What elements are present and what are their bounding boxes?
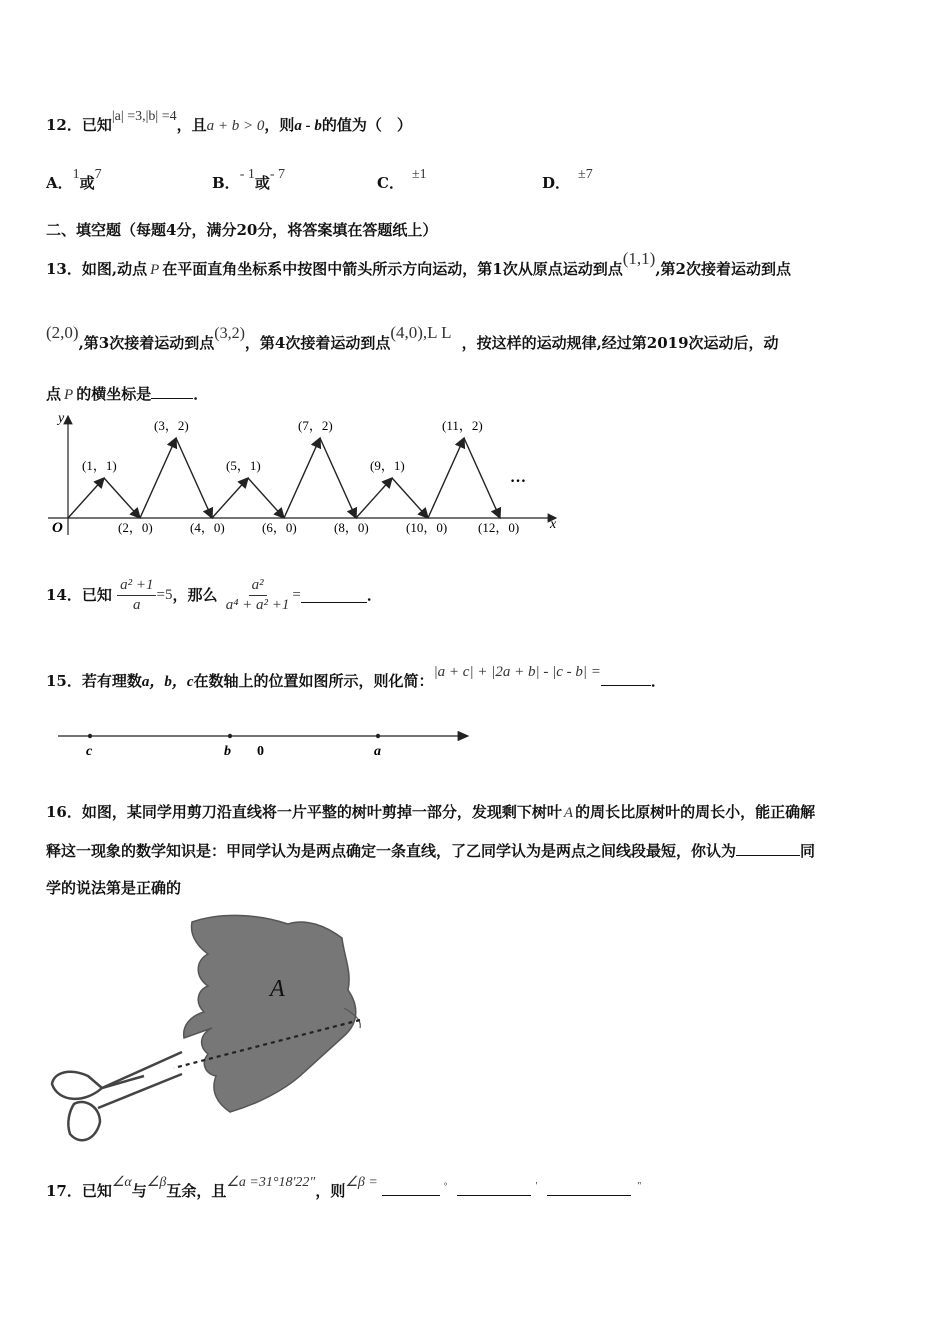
zigzag-segment bbox=[356, 478, 392, 518]
q13-zigzag-graph bbox=[44, 410, 564, 540]
q16-line1: 16．如图，某同学用剪刀沿直线将一片平整的树叶剪掉一部分，发现剩下树叶 A 的周长比原树叶的周长小，能正确解 bbox=[46, 803, 816, 821]
q17-seconds-blank[interactable] bbox=[547, 1181, 631, 1196]
q16-leaf-scissors-figure bbox=[44, 908, 374, 1148]
ellipsis: … bbox=[510, 469, 526, 486]
q16-answer-blank[interactable] bbox=[736, 841, 800, 856]
q14-answer-blank[interactable] bbox=[301, 588, 367, 603]
leaf-label: A bbox=[270, 976, 285, 1002]
q15-expression: |a + c| + |2a + b| - |c - b| = bbox=[433, 664, 601, 680]
zigzag-segment bbox=[428, 438, 464, 518]
point-b: b bbox=[224, 744, 231, 759]
q13-line2: (2,0),第3次接着运动到点(3,2)，第4次接着运动到点(4,0),L L，按这样的运动规律,经过第2019次运动后，动 bbox=[46, 323, 779, 352]
q17-degrees-blank[interactable] bbox=[382, 1181, 440, 1196]
q12-option-d: D． ±7 bbox=[542, 167, 593, 192]
scissors-icon bbox=[52, 1052, 182, 1140]
zigzag-segment bbox=[176, 438, 212, 518]
peak-label: (7，2) bbox=[298, 418, 333, 433]
peak-label: (5，1) bbox=[226, 458, 261, 473]
axis-point-label: (2，0) bbox=[118, 520, 153, 535]
zigzag-segment bbox=[464, 438, 500, 518]
q12-sum-condition: a + b > 0 bbox=[206, 118, 265, 134]
point-a: a bbox=[374, 744, 381, 759]
y-axis-label: y bbox=[58, 411, 65, 426]
zigzag-segment bbox=[104, 478, 140, 518]
section-heading-fill-in: 二、填空题（每题4分，满分20分，将答案填在答题纸上） bbox=[46, 221, 438, 239]
origin-label: O bbox=[52, 520, 63, 536]
peak-label: (9，1) bbox=[370, 458, 405, 473]
q14-fraction-given: $\frac{\text{a² +1}}{a}$ bbox=[117, 578, 156, 613]
point-zero: 0 bbox=[257, 744, 264, 759]
q12-stem: 12．已知|a| =3,|b| =4，且a + b > 0，则a - b的值为（ ） bbox=[46, 109, 412, 134]
q12-abs-condition: |a| =3,|b| =4 bbox=[111, 109, 177, 124]
q16-line3: 学的说法第是正确的 bbox=[46, 879, 182, 897]
leaf-shape bbox=[184, 915, 356, 1112]
zigzag-segment bbox=[392, 478, 428, 518]
zigzag-segment bbox=[212, 478, 248, 518]
zigzag-segment bbox=[140, 438, 176, 518]
peak-label: (3，2) bbox=[154, 418, 189, 433]
q13-answer-blank[interactable] bbox=[151, 384, 193, 399]
axis-point-label: (10，0) bbox=[406, 520, 448, 535]
q15-number-line bbox=[52, 722, 482, 762]
zigzag-segment bbox=[68, 478, 104, 518]
q15-answer-blank[interactable] bbox=[601, 671, 651, 686]
peak-label: (1，1) bbox=[82, 458, 117, 473]
zigzag-segment bbox=[320, 438, 356, 518]
q15-stem: 15．若有理数a，b，c在数轴上的位置如图所示，则化简：|a + c| + |2a + b| - |c - b| = ． bbox=[46, 664, 666, 690]
q13-line1: 13．如图,动点 P 在平面直角坐标系中按图中箭头所示方向运动，第1次从原点运动到点(1,1),第2次接着运动到点 bbox=[46, 249, 791, 278]
q13-line3: 点 P 的横坐标是 ． bbox=[46, 385, 209, 403]
q12-option-c: C． ±1 bbox=[377, 167, 427, 192]
x-axis-label: x bbox=[550, 517, 557, 532]
axis-point-label: (6，0) bbox=[262, 520, 297, 535]
q12-option-b: B．- 1或- 7 bbox=[212, 167, 286, 192]
q17-minutes-blank[interactable] bbox=[457, 1181, 531, 1196]
q14-stem: 14．已知 $\frac{\text{a² +1}}{a}$ =5，那么 $\frac{\text{a²}}{\text{a⁴ + a² +1}}$ = ． bbox=[46, 577, 382, 613]
point-c: c bbox=[86, 744, 93, 759]
zigzag-path bbox=[68, 438, 500, 518]
peak-label: (11，2) bbox=[442, 418, 483, 433]
q14-fraction-target: $\frac{\text{a²}}{\text{a⁴ + a² +1}}$ bbox=[225, 577, 290, 613]
zigzag-segment bbox=[284, 438, 320, 518]
axis-point-label: (12，0) bbox=[478, 520, 520, 535]
q16-line2: 释这一现象的数学知识是：甲同学认为是两点确定一条直线，了乙同学认为是两点之间线段最短，你认为 同 bbox=[46, 842, 816, 860]
axis-point-label: (4，0) bbox=[190, 520, 225, 535]
q17-stem: 17．已知∠α与∠β互余，且∠a =31°18'22"，则∠β = ° ' " bbox=[46, 1175, 642, 1200]
zigzag-segment bbox=[248, 478, 284, 518]
q12-option-a: A．1或7 bbox=[46, 167, 102, 192]
axis-point-label: (8，0) bbox=[334, 520, 369, 535]
